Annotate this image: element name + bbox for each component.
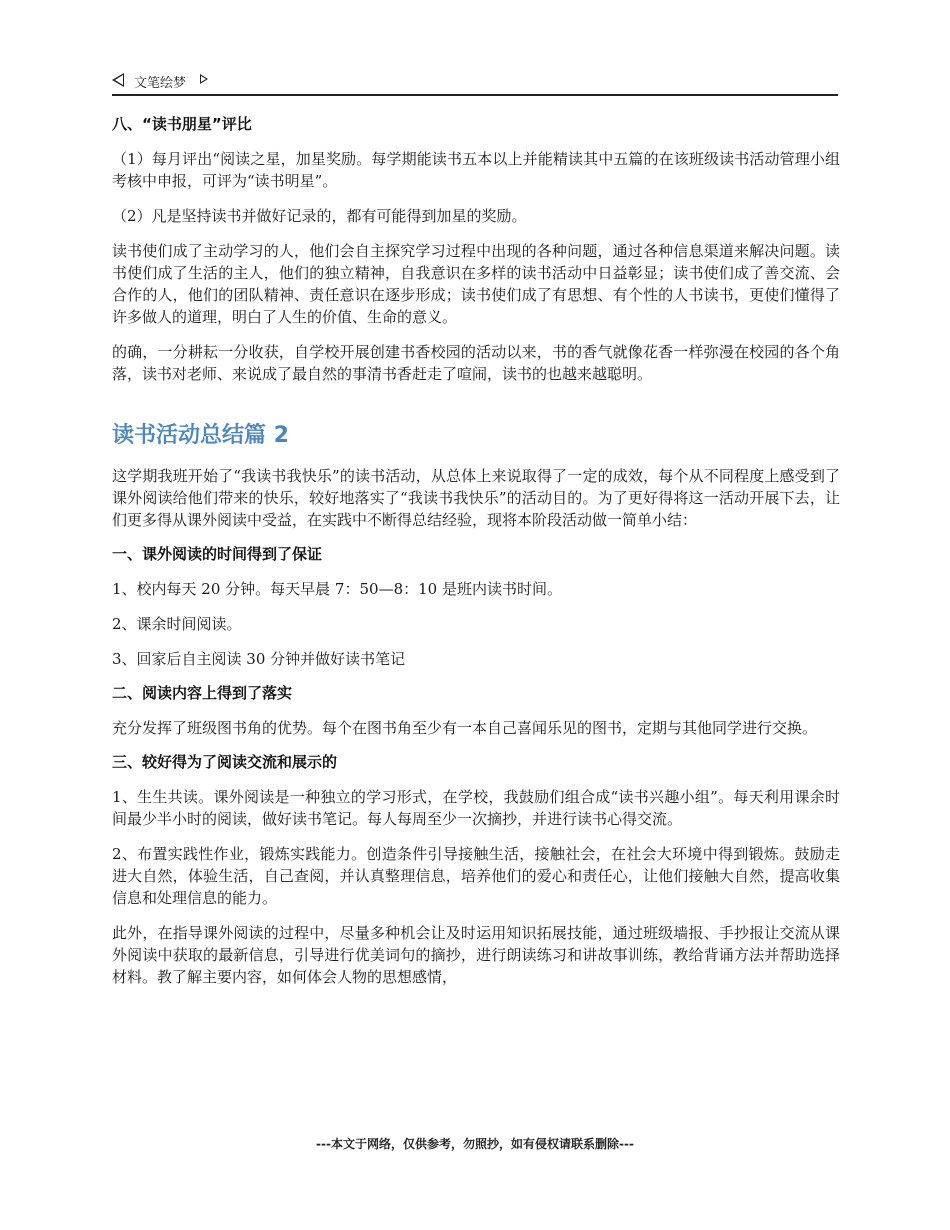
paragraph: 1、生生共读。课外阅读是一种独立的学习形式，在学校，我鼓励们组合成“读书兴趣小组”。每天利用课余时间最少半小时的阅读，做好读书笔记。每人每周至少一次摘抄，并进行读书心得交流。 [112, 788, 840, 828]
forward-arrow-icon[interactable] [200, 74, 208, 84]
page-header [112, 70, 838, 96]
paragraph: 2、布置实践性作业，锻炼实践能力。创造条件引导接触生活，接触社会，在社会大环境中得到锻炼。鼓励走进大自然，体验生活，自己查阅，并认真整理信息，培养他们的爱心和责任心，让他们接触大自然，提高收集信息和处理信息的能力。 [112, 845, 840, 907]
paragraph: 读书使们成了主动学习的人，他们会自主探究学习过程中出现的各种问题，通过各种信息渠道来解决问题。读书使们成了生活的主人，他们的独立精神，自我意识在多样的读书活动中日益彰显；读书使们成了善交流、会合作的人，他们的团队精神、责任意识在逐步形成；读书使们成了有思想、有个性的人书读书，更使们懂得了许多做人的道理，明白了人生的价值、生命的意义。 [112, 242, 840, 326]
paragraph: 充分发挥了班级图书角的优势。每个在图书角至少有一本自己喜闻乐见的图书，定期与其他同学进行交换。 [112, 719, 818, 737]
paragraph: 此外，在指导课外阅读的过程中，尽量多种机会让及时运用知识拓展技能，通过班级墙报、手抄报让交流从课外阅读中获取的最新信息，引导进行优美词句的摘抄，进行朗读练习和讲故事训练，教给背诵方法并帮助选择材料。教了解主要内容，如何体会人物的思想感情， [112, 924, 840, 986]
footer-disclaimer: ---本文于网络，仅供参考，勿照抄，如有侵权请联系删除--- [316, 1137, 634, 1151]
document-body [112, 114, 840, 1001]
paragraph: 这学期我班开始了“我读书我快乐”的读书活动，从总体上来说取得了一定的成效，每个从不同程度上感受到了课外阅读给他们带来的快乐，较好地落实了“我读书我快乐”的活动目的。为了更好得将这一活动开展下去，让们更多得从课外阅读中受益，在实践中不断得总结经验，现将本阶段活动做一简单小结： [112, 467, 840, 529]
list-item: 2、课余时间阅读。 [112, 615, 242, 633]
list-item: 3、回家后自主阅读 30 分钟并做好读书笔记 [112, 650, 406, 668]
back-arrow-icon[interactable] [112, 73, 124, 87]
brand-name: 文笔绘梦 [134, 76, 187, 91]
section-heading: 一、课外阅读的时间得到了保证 [112, 545, 323, 563]
article-title: 读书活动总结篇 2 [112, 423, 289, 448]
section-heading-reading-star: 八、“读书朋星”评比 [112, 115, 252, 133]
section-heading: 二、阅读内容上得到了落实 [112, 684, 293, 702]
section-heading: 三、较好得为了阅读交流和展示的 [112, 753, 338, 771]
paragraph: （2）凡是坚持读书并做好记录的，都有可能得到加星的奖励。 [112, 207, 527, 225]
list-item: 1、校内每天 20 分钟。每天早晨 7：50—8：10 是班内读书时间。 [112, 580, 562, 598]
paragraph: （1）每月评出“阅读之星，加星奖励。每学期能读书五本以上并能精读其中五篇的在该班级读书活动管理小组考核中申报，可评为“读书明星”。 [112, 150, 840, 190]
paragraph: 的确，一分耕耘一分收获，自学校开展创建书香校园的活动以来，书的香气就像花香一样弥漫在校园的各个角落，读书对老师、来说成了最自然的事清书香赶走了喧闹，读书的也越来越聪明。 [112, 343, 840, 383]
